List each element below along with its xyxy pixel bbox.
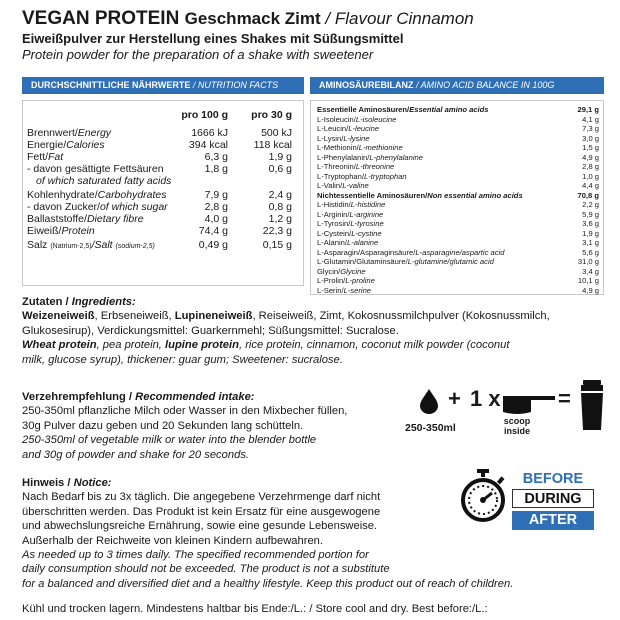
- intake-en-line2: and 30g of powder and shake for 20 seconds.: [22, 448, 250, 461]
- scoop-icon: [503, 394, 555, 416]
- nutrition-label-en: Dietary fibre: [86, 213, 144, 225]
- nutrition-header: [22, 77, 304, 94]
- timing-during: DURING: [512, 489, 594, 508]
- notice-de-line3: und abwechslungsreiche Ernährung, sowie eine gesunde Lebensweise.: [22, 520, 378, 533]
- amino-header-en: AMINO ACID BALANCE IN 100G: [420, 80, 555, 90]
- quantity-one: 1 x: [470, 386, 501, 411]
- nutrition-label-de: Kohlenhydrate/: [27, 189, 98, 201]
- amino-label-en: L-phenylalanine: [369, 152, 423, 162]
- timing-before: BEFORE: [522, 471, 584, 487]
- amino-value: 10,1 g: [577, 276, 599, 285]
- ingredients-heading-de: Zutaten /: [22, 296, 72, 308]
- amino-row: [317, 162, 599, 172]
- nutrition-label: [27, 189, 167, 201]
- amino-label-de: Nichtessentielle Aminosäuren/: [317, 190, 428, 200]
- nutrition-label: [27, 201, 168, 213]
- salt-label-en: /Salt: [91, 239, 116, 251]
- amino-value: 70,8 g: [577, 190, 599, 200]
- nutrition-value-30g: 500 kJ: [261, 127, 292, 139]
- amino-value: 29,1 g: [577, 105, 599, 114]
- nutrition-header-de: DURCHSCHNITTLICHE NÄHRWERTE: [31, 80, 191, 90]
- stopwatch-icon: [459, 468, 507, 524]
- amino-label-en: L-asparagine/aspartic acid: [415, 247, 505, 257]
- nutrition-label-en: Calories: [66, 139, 105, 151]
- nutrition-value-100g: 1,8 g: [204, 163, 228, 175]
- amino-value: 1,0 g: [582, 171, 599, 181]
- amino-label-de: L-Serin/: [317, 285, 344, 295]
- ingredients-section: [22, 295, 614, 367]
- amino-row: [317, 153, 599, 163]
- amino-label-de: Glycin/: [317, 266, 341, 276]
- amino-label-en: L-tyrosine: [350, 219, 384, 228]
- amino-label-en: Non essential amino acids: [427, 190, 523, 200]
- salt-note-en: (sodium-2,5): [115, 243, 155, 250]
- amino-label-de: L-Arginin/: [317, 209, 350, 219]
- amino-label-en: L-tryptophan: [364, 171, 407, 181]
- ingredients-de1-a: , Erbseneiweiß,: [94, 310, 175, 323]
- amino-label-de: L-Methionin/: [317, 143, 359, 152]
- subtitle-de: Eiweißpulver zur Herstellung eines Shakes mit Süßungsmittel: [22, 31, 404, 46]
- product-title: [22, 8, 474, 30]
- intake-pictogram: [405, 380, 615, 442]
- notice-en-line3: for a balanced and diversified diet and a healthy lifestyle. Keep this product out of reach of children.: [22, 577, 514, 590]
- nutrition-label-de: Energie/: [27, 139, 67, 151]
- amino-row: [317, 115, 599, 125]
- amino-header-sep: /: [413, 80, 421, 90]
- amino-label-en: L-arginine: [349, 209, 384, 219]
- amino-acid-table: [310, 100, 604, 295]
- amino-header-de: AMINOSÄUREBILANZ: [319, 80, 414, 90]
- nutrition-header-sep: /: [190, 80, 198, 90]
- amino-label-de: L-Threonin/: [317, 162, 356, 171]
- nutrition-label-en: Carbohydrates: [97, 189, 167, 201]
- nutrition-label-de: - davon Zucker/: [27, 201, 100, 213]
- notice-de-line4: Außerhalb der Reichweite von kleinen Kindern aufbewahren.: [22, 534, 324, 547]
- subtitle-en: Protein powder for the preparation of a shake with sweetener: [22, 47, 374, 62]
- nutrition-value-30g: 1,2 g: [268, 213, 292, 225]
- amino-value: 1,5 g: [582, 143, 599, 152]
- amino-row: [317, 219, 599, 229]
- ingredients-heading: [22, 295, 614, 309]
- equals-sign: =: [558, 386, 571, 411]
- amino-label-de: L-Glutamin/Glutaminsäure/: [317, 257, 408, 266]
- amino-label-en: L-isoleucine: [355, 114, 397, 124]
- nutrition-table: [22, 100, 304, 286]
- amino-row: [317, 248, 599, 258]
- amino-value: 3,4 g: [582, 266, 599, 276]
- ingredients-heading-en: Ingredients:: [71, 296, 136, 308]
- notice-de-line2: überschritten werden. Das Produkt ist kein Ersatz für eine ausgewogene: [22, 505, 381, 518]
- amino-row: [317, 276, 599, 286]
- salt-value-30g: 0,15 g: [262, 239, 292, 251]
- nutrition-value-30g: 1,9 g: [268, 151, 292, 163]
- nutrition-label: [27, 151, 63, 163]
- amino-value: 4,9 g: [582, 285, 599, 295]
- ingredients-en-line1: [22, 338, 614, 352]
- storage-note: [22, 602, 614, 616]
- nutrition-label: [27, 139, 105, 151]
- salt-note-de: (Natrium-2,5): [50, 243, 92, 250]
- allergen-lupine-en: lupine protein: [165, 339, 239, 352]
- amino-value: 3,6 g: [582, 219, 599, 228]
- nutrition-value-30g: 22,3 g: [262, 225, 292, 237]
- amino-label-en: L-methionine: [358, 143, 403, 152]
- timing-indicator: [512, 470, 594, 530]
- amino-label-de: L-Prolin/: [317, 276, 346, 285]
- amino-label-de: L-Phenylalanin/: [317, 152, 370, 162]
- timing-after: AFTER: [512, 511, 594, 530]
- salt-value-100g: 0,49 g: [198, 239, 228, 251]
- amino-group-row: [317, 105, 599, 115]
- intake-heading: [22, 390, 417, 404]
- amino-label-de: L-Tryptophan/: [317, 171, 364, 181]
- nutrition-value-100g: 2,8 g: [204, 201, 228, 213]
- nutrition-label-en: of which saturated fatty acids: [36, 175, 172, 187]
- amino-label-de: L-Tyrosin/: [317, 219, 351, 228]
- amino-row: [317, 143, 599, 153]
- nutrition-value-100g: 394 kcal: [188, 139, 228, 151]
- col-per-30g: pro 30 g: [251, 109, 292, 121]
- allergen-lupine-de: Lupineneiweiß: [174, 310, 253, 323]
- amino-row: [317, 267, 599, 277]
- amino-label-de: Essentielle Aminosäuren/: [317, 105, 410, 114]
- amino-label-en: L-valine: [342, 181, 369, 190]
- allergen-wheat-en: Wheat protein: [22, 339, 97, 352]
- amino-label-de: L-Isoleucin/: [317, 114, 356, 124]
- nutrition-header-en: NUTRITION FACTS: [197, 80, 279, 90]
- amino-label-de: L-Cystein/: [317, 228, 352, 238]
- amino-label-en: Essential amino acids: [409, 105, 489, 114]
- nutrition-value-30g: 0,8 g: [268, 201, 292, 213]
- intake-heading-en: Recommended intake:: [135, 391, 255, 403]
- nutrition-label-en: Energy: [77, 127, 112, 139]
- nutrition-value-100g: 4,0 g: [204, 213, 228, 225]
- nutrition-label-en: Fat: [48, 151, 64, 163]
- col-per-100g: pro 100 g: [181, 109, 228, 121]
- nutrition-label-de: Ballaststoffe/: [27, 213, 87, 225]
- amino-value: 4,1 g: [582, 114, 599, 124]
- notice-de-line1: Nach Bedarf bis zu 3x täglich. Die angegebene Verzehrmenge darf nicht: [22, 491, 381, 504]
- salt-label: [27, 239, 155, 253]
- scoop-label-1: scoop: [503, 416, 531, 426]
- amino-value: 7,3 g: [582, 124, 599, 133]
- title-main: VEGAN PROTEIN: [22, 8, 180, 29]
- ingredients-en1-c: , rice protein, cinnamon, coconut milk powder (coconut: [238, 339, 510, 352]
- notice-heading-en: Notice:: [73, 477, 112, 489]
- amino-label-en: L-glutamine/glutamic acid: [407, 257, 494, 266]
- amino-value: 2,8 g: [582, 162, 599, 171]
- salt-label-de: Salz: [27, 239, 51, 251]
- amino-row: [317, 124, 599, 134]
- nutrition-value-100g: 7,9 g: [204, 189, 228, 201]
- amino-value: 4,4 g: [582, 181, 599, 190]
- intake-en-line1: 250-350ml of vegetable milk or water into the blender bottle: [22, 434, 317, 447]
- amino-group-row: [317, 191, 599, 201]
- nutrition-label-de: Fett/: [27, 151, 49, 163]
- ingredients-en1-a: , pea protein,: [96, 339, 166, 352]
- allergen-wheat-de: Weizeneiweiß: [22, 310, 95, 323]
- amino-label-de: L-Histidin/: [317, 200, 351, 209]
- intake-section: [22, 390, 417, 462]
- amino-row: [317, 200, 599, 210]
- nutrition-value-30g: 0,6 g: [268, 163, 292, 175]
- intake-de-line2: 30g Pulver dazu geben und 20 Sekunden lang schütteln.: [22, 419, 304, 432]
- scoop-label: [497, 416, 537, 436]
- title-flavour-en: Flavour Cinnamon: [334, 9, 474, 28]
- nutrition-label-en: Protein: [61, 225, 95, 237]
- amino-row: [317, 286, 599, 296]
- amino-value: 5,9 g: [582, 209, 599, 219]
- amino-label-en: L-proline: [345, 276, 375, 285]
- amino-label-de: L-Lysin/: [317, 133, 344, 143]
- amino-value: 5,6 g: [582, 247, 599, 257]
- amino-label-de: L-Valin/: [317, 181, 343, 190]
- amino-label-en: Glycine: [340, 266, 366, 276]
- nutrition-label-de: Brennwert/: [27, 127, 78, 139]
- nutrition-value-30g: 2,4 g: [268, 189, 292, 201]
- water-drop-icon: [418, 388, 440, 414]
- amino-label-en: L-serine: [343, 285, 372, 295]
- intake-de-line1: 250-350ml pflanzliche Milch oder Wasser in den Mixbecher füllen,: [22, 405, 348, 418]
- amino-row: [317, 172, 599, 182]
- amino-value: 2,2 g: [582, 200, 599, 209]
- amino-value: 31,0 g: [577, 257, 599, 266]
- amino-row: [317, 229, 599, 239]
- nutrition-label: [27, 163, 164, 175]
- title-flavour-de: Geschmack Zimt: [184, 9, 321, 28]
- amino-row: [317, 257, 599, 267]
- amino-label-en: L-leucine: [348, 124, 380, 133]
- ingredients-en-line2: milk, glucose syrup), thickener: guar gum; Sweetener: sucralose.: [22, 353, 343, 366]
- amino-label-en: L-cystine: [351, 228, 382, 238]
- amino-value: 3,0 g: [582, 133, 599, 143]
- nutrition-value-30g: 118 kcal: [253, 139, 292, 151]
- amino-value: 3,1 g: [582, 238, 599, 247]
- amino-value: 1,9 g: [582, 228, 599, 238]
- amino-value: 4,9 g: [582, 152, 599, 162]
- nutrition-label: [27, 175, 171, 187]
- title-sep: /: [320, 9, 335, 28]
- amino-label-en: L-alanine: [346, 238, 379, 247]
- plus-sign: +: [448, 386, 461, 411]
- nutrition-label: [27, 213, 144, 225]
- nutrition-label: [27, 127, 111, 139]
- amino-label-en: L-threonine: [355, 162, 395, 171]
- notice-heading-de: Hinweis /: [22, 477, 74, 489]
- ingredients-de1-c: , Reiseiweiß, Zimt, Kokosnussmilchpulver (Kokosnussmilch,: [252, 310, 550, 323]
- nutrition-label-de: Eiweiß/: [27, 225, 62, 237]
- amino-label-de: L-Asparagin/Asparaginsäure/: [317, 247, 416, 257]
- amino-header: [310, 77, 604, 94]
- notice-en-line1: As needed up to 3 times daily. The specified recommended portion for: [22, 549, 369, 562]
- nutrition-value-100g: 1666 kJ: [191, 127, 228, 139]
- amino-row: [317, 210, 599, 220]
- ingredients-de-line2: Glukosesirup), Verdickungsmittel: Guarkernmehl; Süßungsmittel: Sucralose.: [22, 324, 399, 337]
- notice-en-line2: daily consumption should not be exceeded. The product is not a substitute: [22, 563, 390, 576]
- nutrition-label: [27, 225, 95, 237]
- amino-row: [317, 181, 599, 191]
- ingredients-de-line1: [22, 309, 614, 323]
- amino-label-en: L-lysine: [343, 133, 370, 143]
- nutrition-value-100g: 6,3 g: [204, 151, 228, 163]
- amino-label-de: L-Leucin/: [317, 124, 349, 133]
- storage-text: Kühl und trocken lagern. Mindestens haltbar bis Ende:/L.: / Store cool and dry. Best before:/L.:: [22, 603, 488, 615]
- shaker-bottle-icon: [577, 380, 607, 432]
- amino-row: [317, 134, 599, 144]
- intake-heading-de: Verzehrempfehlung /: [22, 391, 136, 403]
- nutrition-label-de: - davon gesättigte Fettsäuren: [27, 163, 164, 175]
- amino-label-en: L-histidine: [350, 200, 386, 209]
- scoop-label-2: inside: [503, 426, 530, 436]
- nutrition-label-en: of which sugar: [99, 201, 168, 213]
- amino-row: [317, 238, 599, 248]
- liquid-amount-label: 250-350ml: [405, 422, 456, 434]
- nutrition-value-100g: 74,4 g: [198, 225, 228, 237]
- amino-label-de: L-Alanin/: [317, 238, 347, 247]
